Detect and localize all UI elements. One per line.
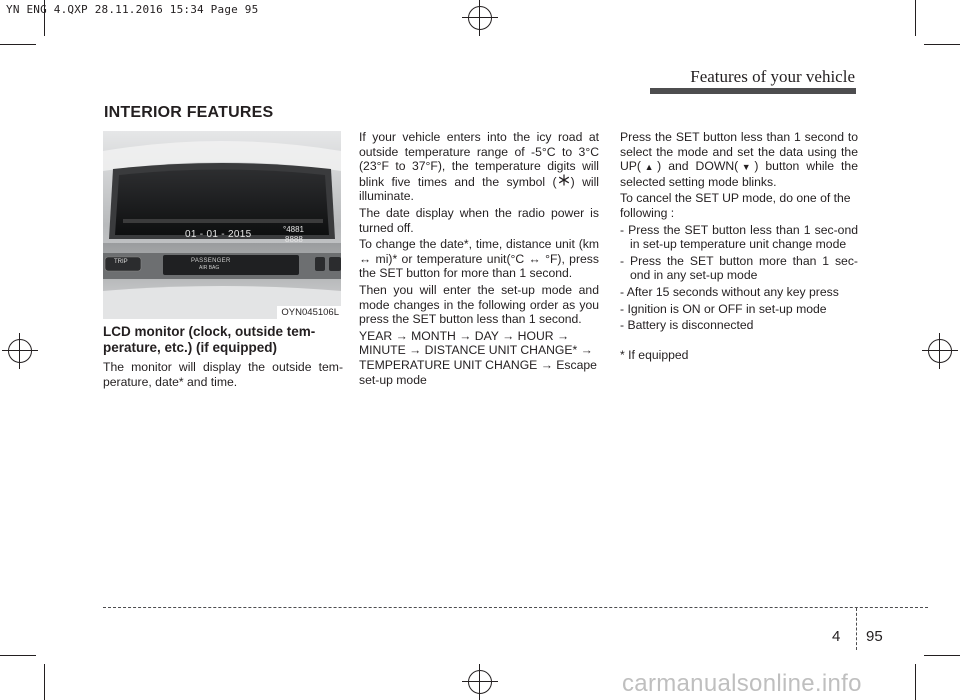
set-button-paragraph: Press the SET button less than 1 second to select the mode and set the data using the UP(▲) and DOWN(▼) button while the selected setting mode blinks. — [620, 130, 858, 189]
registration-mark-left — [2, 333, 38, 369]
footer-rule — [103, 607, 928, 608]
lcd-monitor-figure — [103, 131, 341, 319]
crop-mark — [915, 0, 916, 36]
list-item: - Press the SET button less than 1 sec-ond in set-up temperature unit change mode — [620, 222, 858, 252]
registration-mark-right — [922, 333, 958, 369]
down-arrow-icon: ▼ — [738, 162, 755, 173]
date-display-paragraph: The date display when the radio power is turned off. — [359, 205, 599, 235]
intro-paragraph: The monitor will display the outside tem-perature, date* and time. — [103, 360, 343, 389]
change-units-paragraph: To change the date*, time, distance unit (km ↔ mi)* or temperature unit(°C ↔ °F), press the SET button for more than 1 second. — [359, 237, 599, 281]
list-item: - Ignition is ON or OFF in set-up mode — [620, 301, 827, 316]
print-slug: YN ENG 4.QXP 28.11.2016 15:34 Page 95 — [6, 3, 259, 16]
trip-button-label: TRIP — [114, 259, 128, 265]
watermark: carmanualsonline.info — [622, 670, 862, 697]
lcd-temp-display-1: °4881 — [283, 225, 304, 234]
header-bar — [650, 88, 856, 94]
icy-road-paragraph: If your vehicle enters into the icy road at outside temperature range of -5°C to 3°C (23°F to 37°F), the temperature digits will blink five times and the symbol ( ) will illuminate. — [359, 130, 599, 204]
crop-mark — [0, 44, 36, 45]
crop-mark — [915, 664, 916, 700]
section-header: Features of your vehicle — [690, 67, 855, 86]
crop-mark — [924, 44, 960, 45]
snowflake-icon — [557, 174, 571, 190]
setup-mode-paragraph: Then you will enter the set-up mode and mode changes in the following order as you press the SET button less than 1 second. — [359, 282, 599, 327]
crop-mark — [0, 655, 36, 656]
registration-mark-top — [462, 0, 498, 36]
list-item: - After 15 seconds without any key press — [620, 284, 839, 299]
footer-divider — [856, 608, 857, 650]
right-column — [620, 130, 858, 364]
middle-column — [359, 130, 599, 389]
airbag-label: AIR BAG — [199, 265, 220, 271]
cancel-setup-paragraph: To cancel the SET UP mode, do one of the following : — [620, 191, 851, 220]
mode-order-paragraph: YEAR → MONTH → DAY → HOUR → MINUTE → DISTANCE UNIT CHANGE* → TEMPERATURE UNIT CHANGE → Escape set-up mode — [359, 328, 597, 387]
page-number: 95 — [866, 628, 883, 645]
subsection-heading: LCD monitor (clock, outside tem-perature, etc.) (if equipped) — [103, 324, 316, 355]
list-item: - Press the SET button more than 1 sec-ond in any set-up mode — [620, 253, 858, 283]
list-item: - Battery is disconnected — [620, 318, 754, 333]
up-arrow-icon: ▲ — [641, 162, 658, 173]
chapter-number: 4 — [832, 628, 841, 645]
crop-mark — [924, 655, 960, 656]
lcd-date-display: 01 - 01 - 2015 — [185, 229, 252, 240]
lcd-temp-display-2: 8888 — [285, 235, 303, 244]
registration-mark-bottom — [462, 664, 498, 700]
section-title: INTERIOR FEATURES — [104, 104, 274, 121]
footnote: * If equipped — [620, 347, 689, 362]
figure-caption: OYN045106L — [277, 306, 341, 319]
crop-mark — [44, 664, 45, 700]
passenger-airbag-label: PASSENGER — [191, 258, 231, 264]
lcd-monitor-illustration — [103, 131, 341, 319]
